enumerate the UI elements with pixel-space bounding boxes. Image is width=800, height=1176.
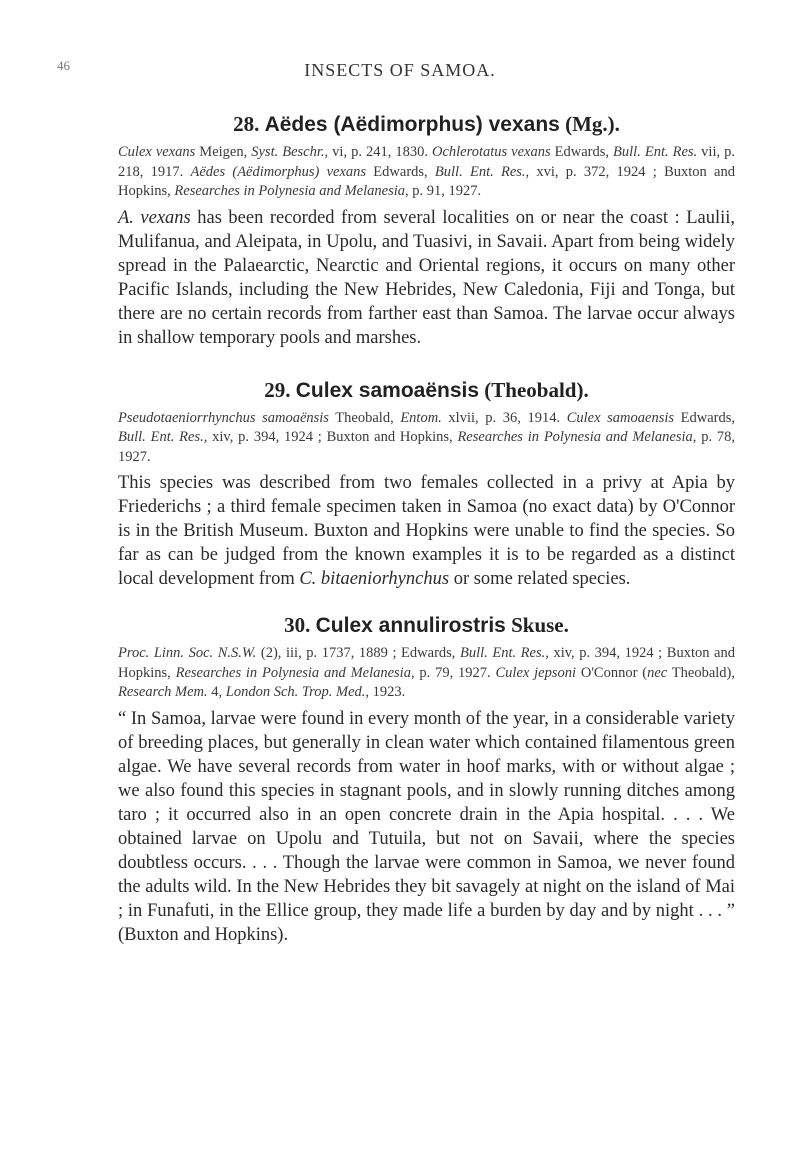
species-name: Culex samoaënsis: [295, 378, 480, 402]
text-run: , xiv, p. 394, 1924 ; Buxton and Hopkins,: [118, 645, 735, 681]
text-run: Theobald),: [667, 664, 735, 681]
text-run: , xvi, p. 372, 1924 ; Buxton and Hopkins,: [118, 163, 735, 199]
italic-text-run: Syst. Beschr.: [251, 144, 325, 160]
text-run: Edwards,: [550, 144, 614, 160]
synonymy: [118, 409, 735, 468]
text-run: O'Connor (: [576, 664, 648, 681]
text-run: xlvii, p. 36, 1914.: [441, 409, 567, 426]
italic-text-run: Researches in Polynesia and Melanesia: [174, 183, 406, 199]
italic-text-run: Aëdes (Aëdimorphus) vexans: [190, 163, 367, 180]
text-run: , vi, p. 241, 1830.: [324, 144, 432, 160]
italic-text-run: Culex samoaensis: [566, 409, 675, 426]
species-heading: [118, 378, 735, 403]
italic-text-run: Bull. Ent. Res.: [613, 144, 698, 160]
species-authority: (Theobald).: [484, 377, 589, 402]
species-name: Culex annulirostris: [315, 614, 506, 637]
text-run: , xiv, p. 394, 1924 ; Buxton and Hopkins,: [203, 429, 458, 445]
text-run: “ In Samoa, larvae were found in every month of the year, in a considerable variety of breeding places, but generally in clean water which contained filamentous green algae. We have several records from water in hoof marks, with or without algae ; we also found this species in stagnant pools, and in slowly running ditches among taro ; it occurred also in an open concrete drain in the Apia hospital. . . . We obtained larvae on Upolu and Tutuila, but not on Savaii, where the species doubtless occurs. . . . Though the larvae were common in Samoa, we never found the adults wild. In the New Hebrides they bit savagely at night on the island of Mai ; in Funafuti, in the Ellice group, they made life a burden by day and by night . . . ” (Buxton and Hopkins).: [118, 708, 735, 945]
italic-text-run: London Sch. Trop. Med.: [225, 684, 366, 700]
italic-text-run: Bull. Ent. Res.: [434, 163, 526, 180]
italic-text-run: Researches in Polynesia and Melanesia: [457, 429, 693, 445]
species-heading: [118, 613, 735, 638]
species-number: 28.: [233, 112, 260, 136]
text-run: or some related species.: [449, 569, 631, 589]
italic-text-run: Proc. Linn. Soc. N.S.W.: [118, 645, 257, 661]
text-run: , p. 79, 1927.: [410, 664, 496, 681]
text-run: , p. 91, 1927.: [405, 183, 482, 199]
species-entry-29: [118, 378, 735, 592]
species-number: 29.: [264, 377, 291, 402]
italic-text-run: nec: [647, 664, 668, 681]
species-number: 30.: [284, 613, 311, 637]
species-name: Aëdes (Aëdimorphus) vexans: [264, 113, 560, 136]
text-run: Edwards,: [674, 409, 735, 426]
page-number: 46: [57, 58, 70, 73]
italic-text-run: Research Mem.: [118, 684, 208, 700]
text-run: This species was described from two females collected in a privy at Apia by Friederichs ; a third female specimen taken in Samoa (no exact data) by O'Connor is in the British Museum. Buxton and Hopkins were unable to find the species. So far as can be judged from the known examples it is to be regarded as a distinct local development from: [118, 473, 735, 589]
species-authority: (Mg.).: [565, 112, 620, 136]
text-run: Meigen,: [195, 144, 252, 160]
species-entry-28: [118, 112, 735, 350]
italic-text-run: Culex jepsoni: [495, 664, 577, 681]
italic-text-run: Bull. Ent. Res.: [118, 429, 204, 445]
italic-text-run: Entom.: [400, 409, 442, 426]
italic-text-run: Pseudotaeniorrhynchus samoaënsis: [118, 409, 329, 426]
italic-text-run: Researches in Polynesia and Melanesia: [175, 664, 411, 681]
species-heading: [118, 112, 735, 137]
text-run: , p. 78, 1927.: [118, 429, 735, 465]
text-run: 4,: [207, 684, 226, 700]
italic-text-run: Ochlerotatus vexans: [432, 144, 551, 160]
text-run: (2), iii, p. 1737, 1889 ; Edwards,: [256, 645, 460, 661]
text-run: Theobald,: [328, 409, 401, 426]
species-authority: Skuse.: [511, 613, 569, 637]
synonymy: [118, 644, 735, 703]
italic-text-run: A. vexans: [118, 207, 191, 228]
running-head: INSECTS OF SAMOA.: [304, 60, 496, 80]
species-notes: [118, 471, 735, 591]
text-run: , 1923.: [365, 684, 406, 700]
italic-text-run: Bull. Ent. Res.: [460, 645, 546, 661]
species-entry-30: [118, 613, 735, 947]
text-run: has been recorded from several localities on or near the coast : Laulii, Mulifanua, and Aleipata, in Upolu, and Tuasivi, in Savaii. Apart from being widely spread in the Palaearctic, Nearctic and Oriental regions, it occurs on many other Pacific Islands, including the New Hebrides, New Caledonia, Fiji and Tonga, but there are no certain records from farther east than Samoa. The larvae occur always in shallow temporary pools and marshes.: [118, 207, 735, 348]
text-run: vii, p. 218, 1917.: [118, 144, 736, 180]
text-run: Edwards,: [366, 163, 435, 180]
species-notes: [118, 707, 735, 947]
text-column: [118, 112, 735, 947]
italic-text-run: C. bitaeniorhynchus: [299, 569, 450, 589]
species-notes: [118, 206, 735, 350]
italic-text-run: Culex vexans: [118, 144, 196, 160]
synonymy: [118, 143, 735, 202]
